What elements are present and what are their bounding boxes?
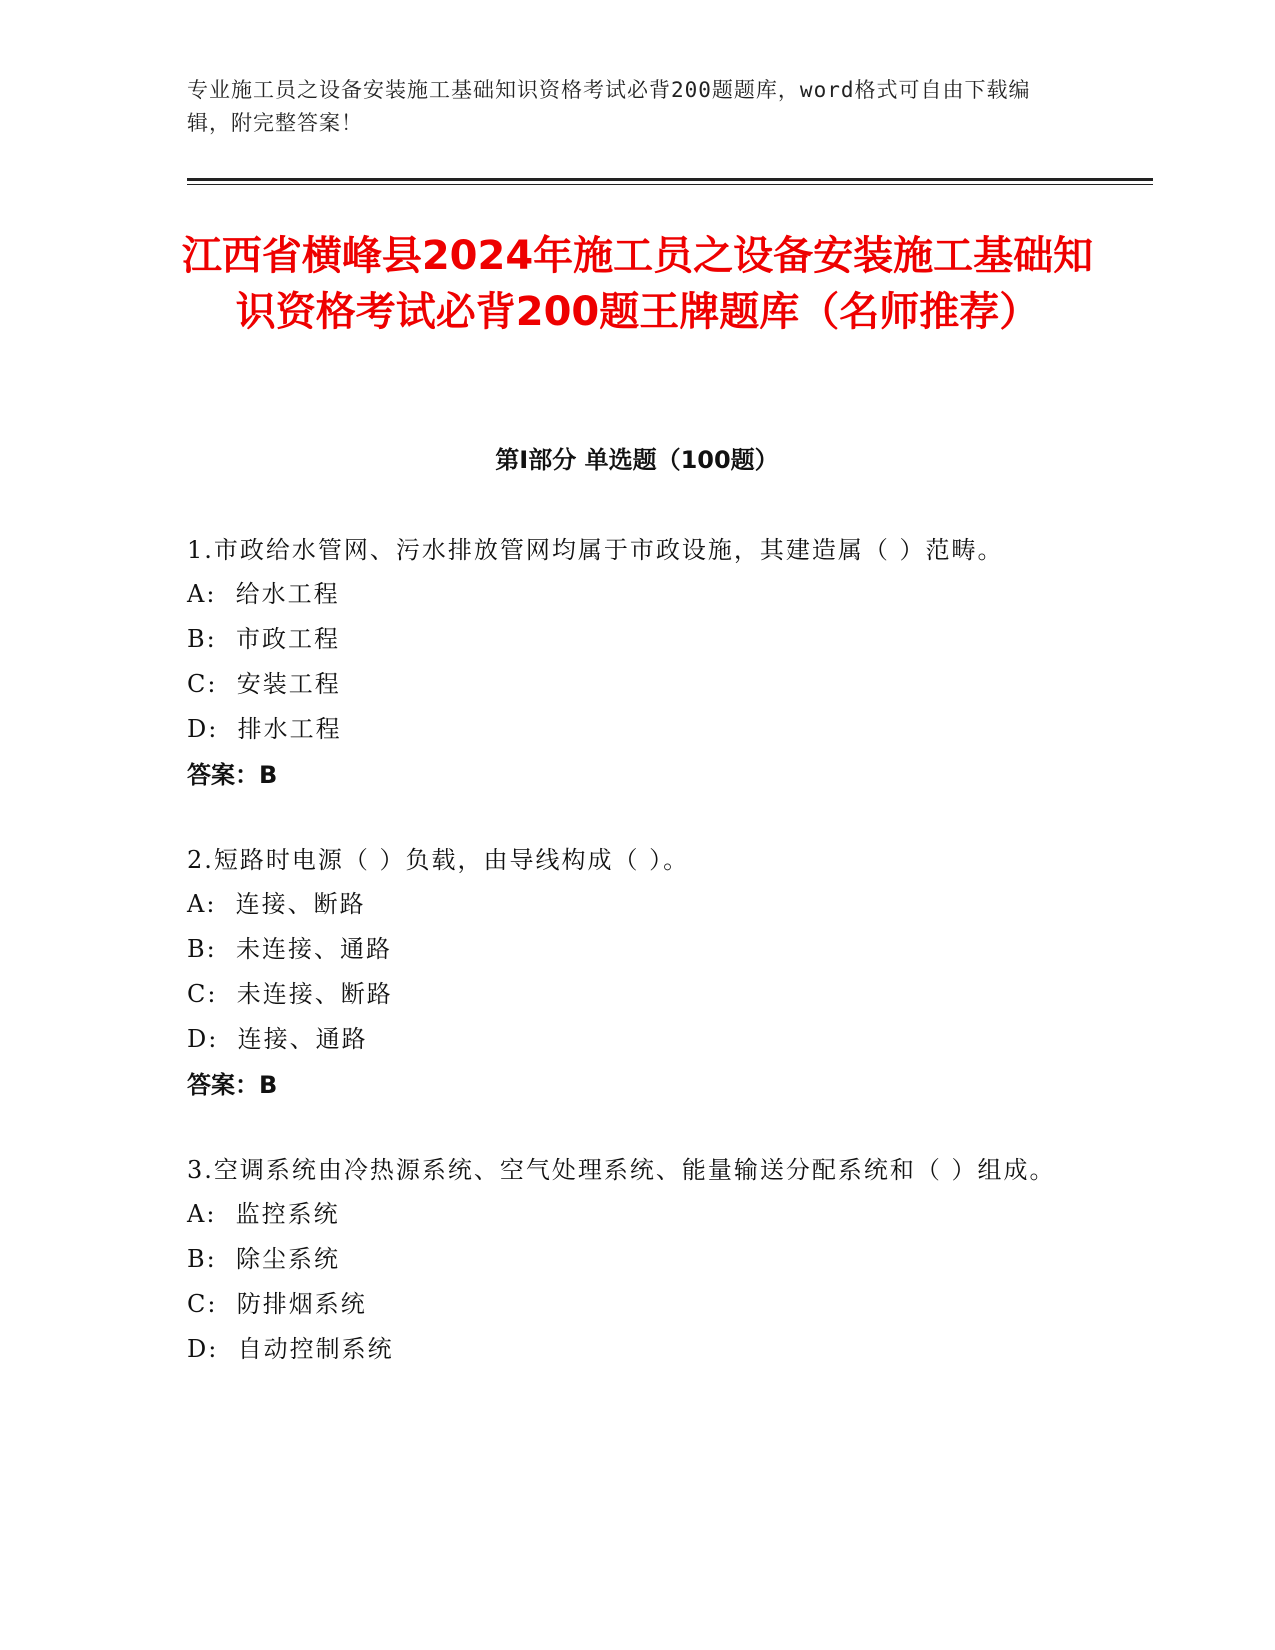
question-1 — [187, 528, 1087, 798]
option-d: D: 排水工程 — [187, 715, 342, 743]
header-divider-thin — [187, 184, 1153, 185]
option-d: D: 自动控制系统 — [187, 1335, 394, 1363]
header-divider-thick — [187, 178, 1153, 181]
answer-label: 答案：B — [187, 1071, 278, 1099]
option-c: C: 安装工程 — [187, 670, 341, 698]
question-3 — [187, 1148, 1087, 1372]
option-c: C: 未连接、断路 — [187, 980, 393, 1008]
section-title: 第I部分 单选题（100题） — [495, 446, 779, 474]
question-stem: 2.短路时电源（ ）负载，由导线构成（ ）。 — [187, 846, 690, 874]
option-a: A: 监控系统 — [187, 1200, 340, 1228]
question-stem: 1.市政给水管网、污水排放管网均属于市政设施，其建造属（ ）范畴。 — [187, 536, 1004, 564]
question-2 — [187, 838, 1087, 1108]
option-a: A: 给水工程 — [187, 580, 340, 608]
option-b: B: 未连接、通路 — [187, 935, 392, 963]
answer-label: 答案：B — [187, 761, 278, 789]
option-a: A: 连接、断路 — [187, 890, 366, 918]
header-note: 专业施工员之设备安装施工基础知识资格考试必背200题题库，word格式可自由下载编辑，附完整答案！ — [187, 78, 1031, 135]
question-list — [187, 528, 1087, 1412]
question-stem: 3.空调系统由冷热源系统、空气处理系统、能量输送分配系统和（ ）组成。 — [187, 1156, 1056, 1184]
option-d: D: 连接、通路 — [187, 1025, 368, 1053]
option-b: B: 除尘系统 — [187, 1245, 340, 1273]
option-c: C: 防排烟系统 — [187, 1290, 367, 1318]
document-title: 江西省横峰县2024年施工员之设备安装施工基础知识资格考试必背200题王牌题库（名师推荐） — [181, 233, 1094, 335]
option-b: B: 市政工程 — [187, 625, 340, 653]
